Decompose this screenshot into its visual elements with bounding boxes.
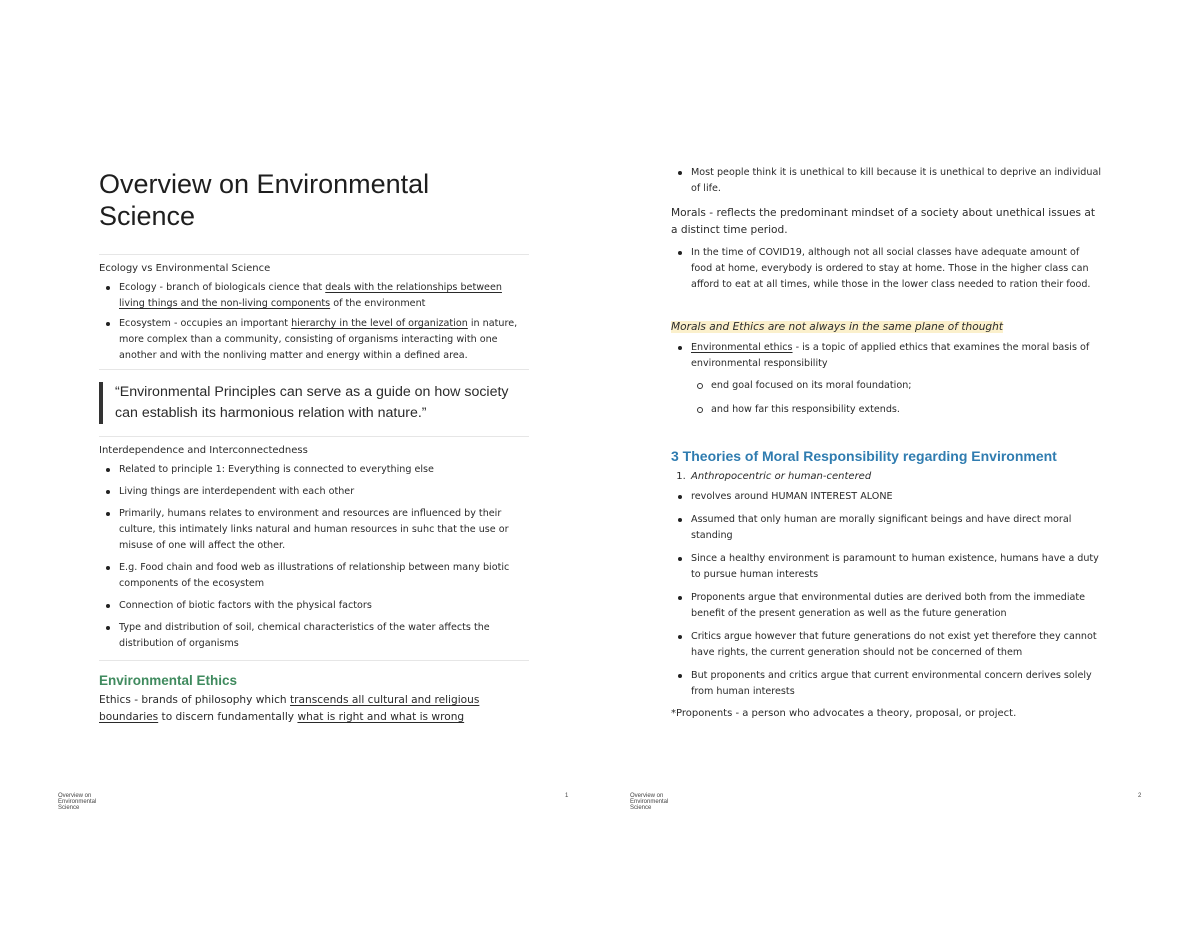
quote-block: “Environmental Principles can serve as a guide on how society can establish its harmonious relation with nature.” bbox=[99, 382, 535, 424]
list-item: But proponents and critics argue that current environmental concern derives solely from human interests bbox=[671, 668, 1103, 700]
list-item: and how far this responsibility extends. bbox=[691, 402, 1111, 418]
list-item: Ecology - branch of biologicals cience that deals with the relationships between living things and the non-living components of the environment bbox=[99, 280, 519, 312]
list-item: end goal focused on its moral foundation; bbox=[691, 378, 1111, 394]
list-item: Connection of biotic factors with the physical factors bbox=[99, 598, 519, 614]
list-item: E.g. Food chain and food web as illustrations of relationship between many biotic components of the ecosystem bbox=[99, 560, 519, 592]
page-title: Overview on Environmental Science bbox=[99, 169, 430, 231]
list-item: Ecosystem - occupies an important hierarchy in the level of organization in nature, more complex than a community, consisting of organisms interacting with one another and with the nonliving matter and energy within a defined area. bbox=[99, 316, 519, 364]
list-item: Related to principle 1: Everything is connected to everything else bbox=[99, 462, 519, 478]
ethics-paragraph: Ethics - brands of philosophy which transcends all cultural and religious boundaries to discern fundamentally what is right and what is wrong bbox=[99, 694, 480, 723]
divider bbox=[99, 254, 529, 255]
numbered-item: 1. Anthropocentric or human-centered bbox=[676, 471, 872, 482]
list-item: Critics argue however that future generations do not exist yet therefore they cannot have rights, the current generation should not be concerned of them bbox=[671, 629, 1103, 661]
list-item: Most people think it is unethical to kill because it is unethical to deprive an individual of life. bbox=[671, 165, 1103, 197]
section-heading-ecology: Ecology vs Environmental Science bbox=[99, 263, 271, 274]
footer-title: Overview on Environmental Science bbox=[630, 793, 669, 811]
ecology-list bbox=[99, 280, 519, 364]
list-item: Proponents argue that environmental duties are derived both from the immediate benefit of the present generation as well as the future generation bbox=[671, 590, 1103, 622]
env-ethics-list bbox=[671, 340, 1103, 372]
list-item: Since a healthy environment is paramount to human existence, humans have a duty to pursue human interests bbox=[671, 551, 1103, 583]
list-item: Primarily, humans relates to environment and resources are influenced by their culture, this intimately links natural and human resources in suhc that the use or misuse of one will affect the other. bbox=[99, 506, 519, 554]
footer-title: Overview on Environmental Science bbox=[58, 793, 97, 811]
covid-list bbox=[671, 245, 1103, 293]
list-item: Environmental ethics - is a topic of applied ethics that examines the moral basis of environmental responsibility bbox=[671, 340, 1103, 372]
page-2-content bbox=[671, 165, 1111, 722]
morals-paragraph: Morals - reflects the predominant mindset of a society about unethical issues at a distinct time period. bbox=[671, 207, 1096, 236]
list-item: Living things are interdependent with each other bbox=[99, 484, 519, 500]
list-item: revolves around HUMAN INTEREST ALONE bbox=[671, 489, 1103, 505]
list-item: In the time of COVID19, although not all social classes have adequate amount of food at home, everybody is ordered to stay at home. Those in the higher class can afford to eat at all times, while those in the lower class needed to ration their food. bbox=[671, 245, 1103, 293]
list-item: Assumed that only human are morally significant beings and have direct moral standing bbox=[671, 512, 1103, 544]
list-item: Type and distribution of soil, chemical characteristics of the water affects the distribution of organisms bbox=[99, 620, 519, 652]
interdependence-list bbox=[99, 462, 519, 652]
page-number: 1 bbox=[565, 793, 569, 799]
divider bbox=[99, 436, 529, 437]
theory-list bbox=[671, 489, 1103, 700]
divider bbox=[99, 369, 529, 370]
kill-list bbox=[671, 165, 1103, 197]
section-heading-ethics: Environmental Ethics bbox=[99, 673, 238, 688]
section-heading-interdependence: Interdependence and Interconnectedness bbox=[99, 445, 308, 456]
env-ethics-sublist bbox=[691, 378, 1111, 418]
highlight-line: Morals and Ethics are not always in the same plane of thought bbox=[671, 321, 1003, 333]
footnote: *Proponents - a person who advocates a theory, proposal, or project. bbox=[671, 708, 1017, 719]
section-heading-theories: 3 Theories of Moral Responsibility regarding Environment bbox=[671, 448, 1057, 464]
page-1-content bbox=[99, 168, 529, 726]
page-number: 2 bbox=[1138, 793, 1142, 799]
divider bbox=[99, 660, 529, 661]
